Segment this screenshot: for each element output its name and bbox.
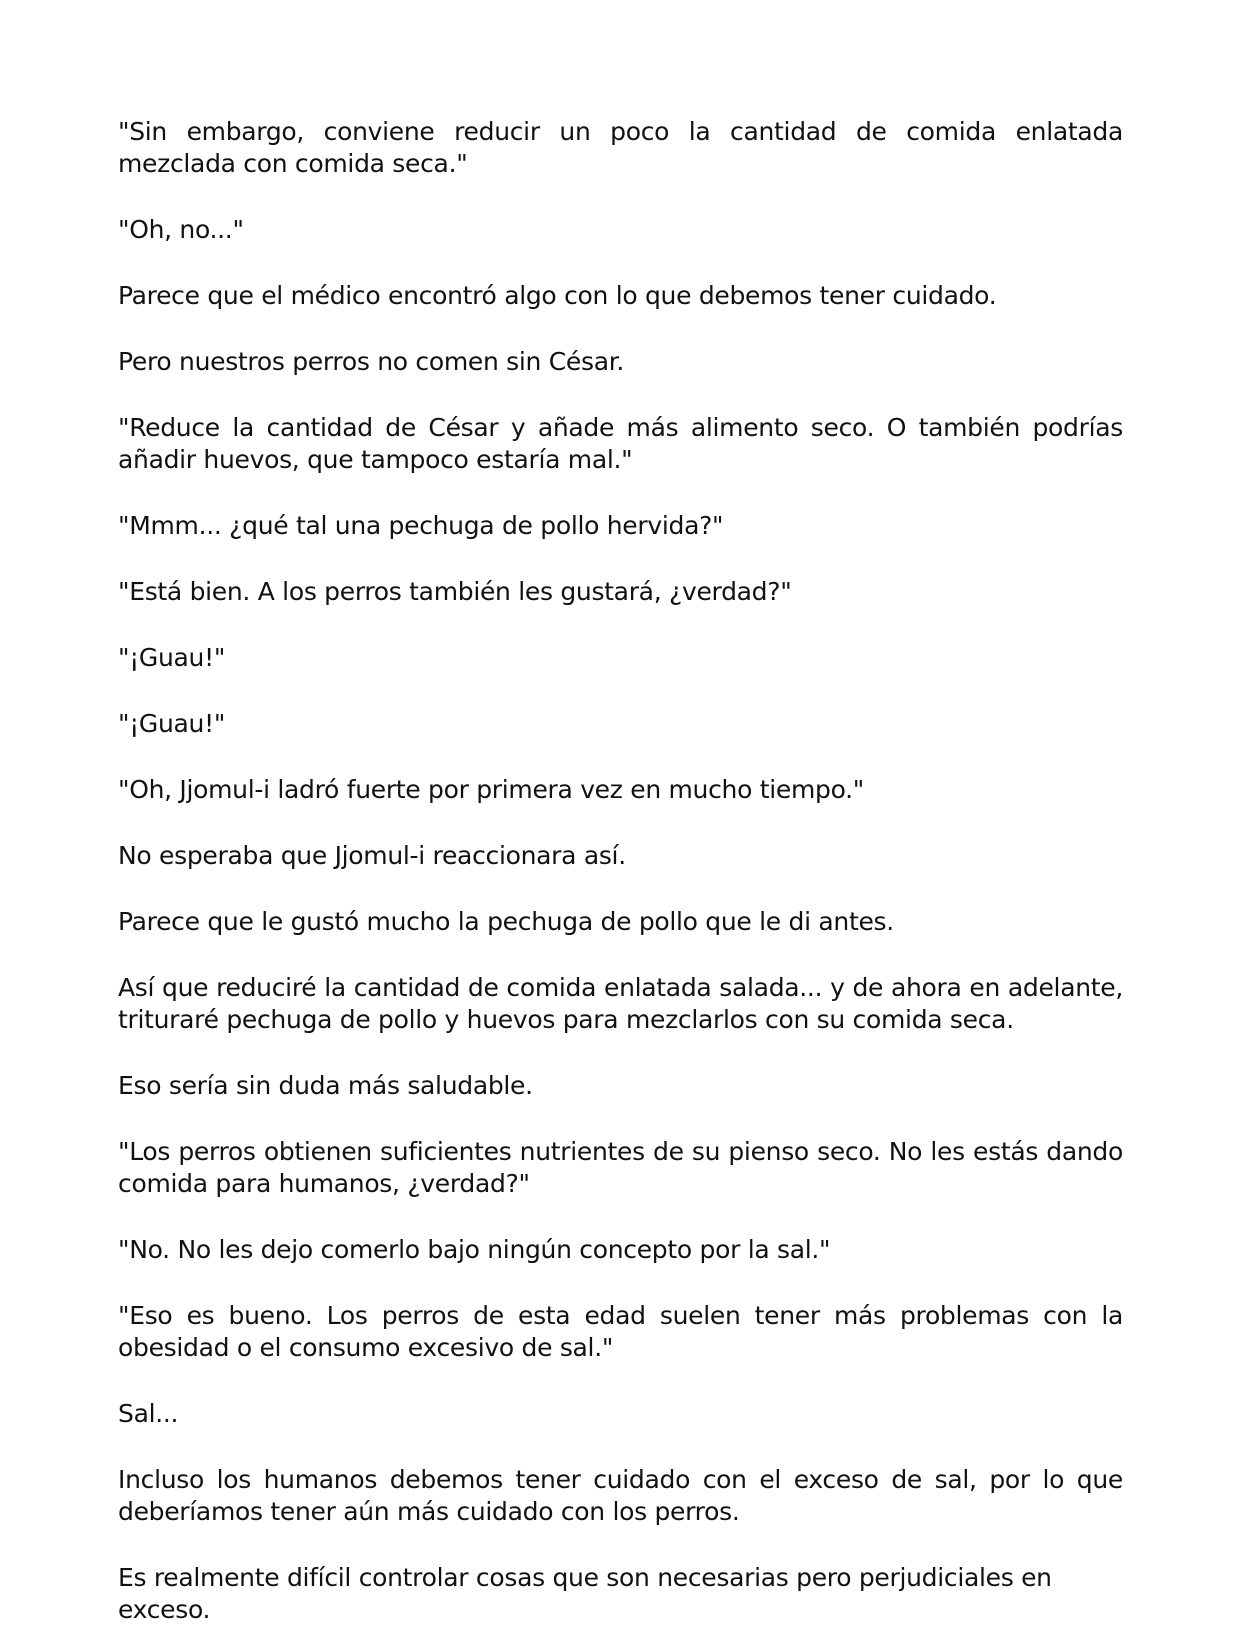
paragraph: "Los perros obtienen suficientes nutrientes de su pienso seco. No les estás dando comida para humanos, ¿verdad?" bbox=[118, 1137, 1123, 1198]
paragraph: "¡Guau!" bbox=[118, 709, 226, 738]
paragraph: Así que reduciré la cantidad de comida enlatada salada... y de ahora en adelante, trituraré pechuga de pollo y huevos para mezclarlos con su comida seca. bbox=[118, 973, 1123, 1034]
paragraph: Sal... bbox=[118, 1399, 179, 1428]
paragraph: "Oh, no..." bbox=[118, 215, 244, 244]
paragraph: Incluso los humanos debemos tener cuidado con el exceso de sal, por lo que deberíamos tener aún más cuidado con los perros. bbox=[118, 1465, 1123, 1526]
paragraph: Pero nuestros perros no comen sin César. bbox=[118, 347, 625, 376]
paragraph: "Eso es bueno. Los perros de esta edad suelen tener más problemas con la obesidad o el consumo excesivo de sal." bbox=[118, 1301, 1123, 1362]
paragraph: "Mmm... ¿qué tal una pechuga de pollo hervida?" bbox=[118, 511, 724, 540]
document-body bbox=[118, 116, 1123, 1626]
paragraph: Parece que el médico encontró algo con lo que debemos tener cuidado. bbox=[118, 281, 997, 310]
paragraph: Parece que le gustó mucho la pechuga de pollo que le di antes. bbox=[118, 907, 894, 936]
paragraph: "Está bien. A los perros también les gustará, ¿verdad?" bbox=[118, 577, 792, 606]
paragraph: No esperaba que Jjomul-i reaccionara así. bbox=[118, 841, 626, 870]
paragraph: "No. No les dejo comerlo bajo ningún concepto por la sal." bbox=[118, 1235, 831, 1264]
paragraph: "Reduce la cantidad de César y añade más alimento seco. O también podrías añadir huevos, que tampoco estaría mal." bbox=[118, 413, 1123, 474]
paragraph: Eso sería sin duda más saludable. bbox=[118, 1071, 533, 1100]
paragraph: "¡Guau!" bbox=[118, 643, 226, 672]
paragraph: Es realmente difícil controlar cosas que son necesarias pero perjudiciales en exceso. bbox=[118, 1563, 1052, 1624]
paragraph: "Sin embargo, conviene reducir un poco la cantidad de comida enlatada mezclada con comida seca." bbox=[118, 117, 1123, 178]
paragraph: "Oh, Jjomul-i ladró fuerte por primera vez en mucho tiempo." bbox=[118, 775, 864, 804]
